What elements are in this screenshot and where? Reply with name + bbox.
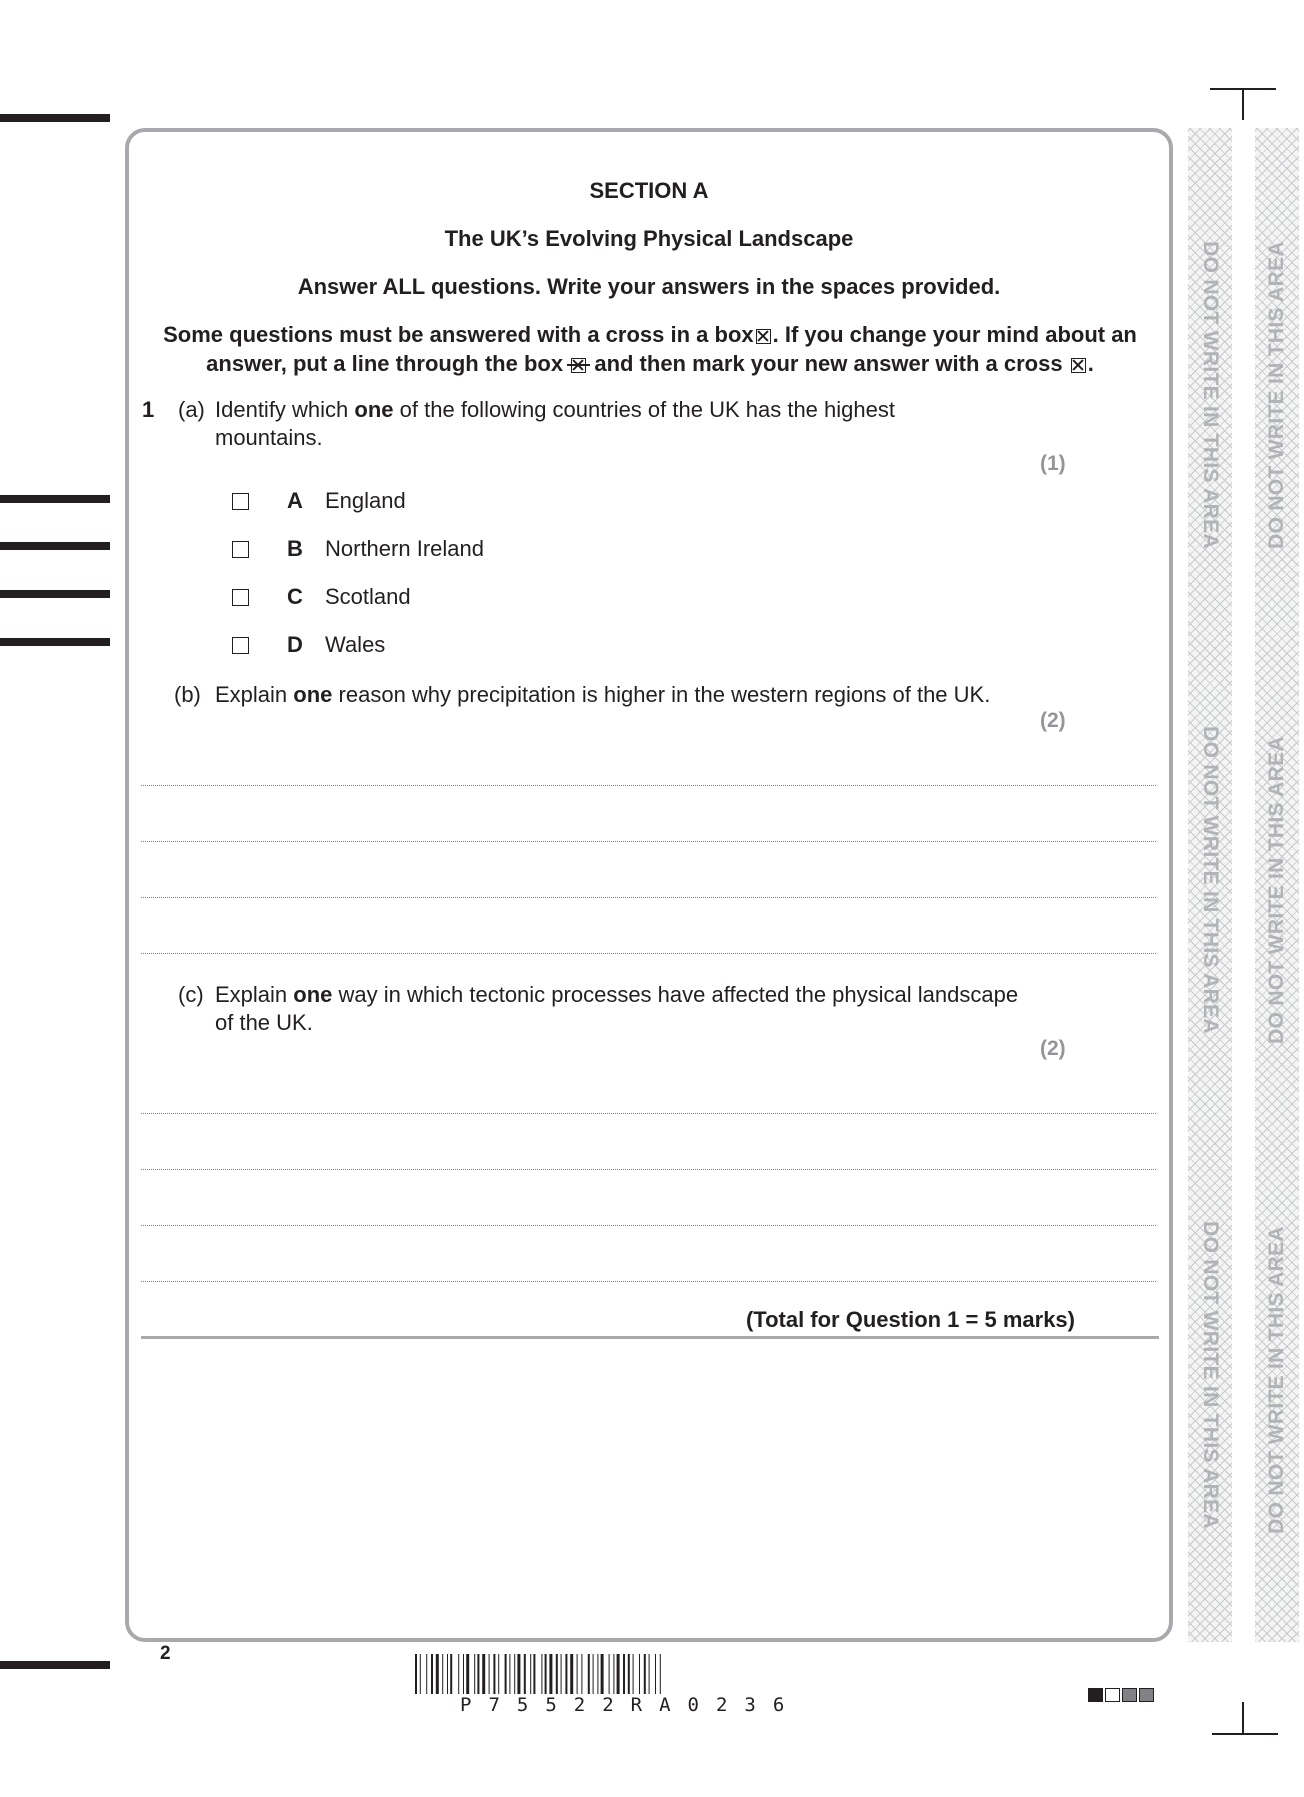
option-d-label: Wales	[325, 632, 386, 657]
edge-mark	[0, 542, 110, 550]
part-a-question	[215, 396, 995, 452]
part-b-text: Explain	[215, 682, 288, 707]
part-c-label: (c)	[178, 982, 204, 1007]
option-d[interactable]	[232, 631, 386, 659]
cross-instruction	[150, 320, 1150, 378]
part-b-marks: (2)	[1040, 709, 1066, 732]
option-a-letter: A	[287, 488, 303, 513]
page-number: 2	[160, 1643, 171, 1664]
edge-mark	[0, 638, 110, 646]
answer-line[interactable]	[141, 841, 1156, 842]
answer-line[interactable]	[141, 1281, 1156, 1282]
option-d-checkbox[interactable]	[232, 637, 249, 654]
part-a-text: of the following countries of the UK has the highest	[399, 397, 895, 422]
part-b-text: reason why precipitation is higher in the western regions of the UK.	[338, 682, 991, 707]
part-c-text: way in which tectonic processes have affected the physical landscape	[338, 982, 1019, 1007]
cross-instruction-text: .	[1087, 351, 1094, 376]
answer-line[interactable]	[141, 897, 1156, 898]
barcode-text: P75522RA0236	[460, 1694, 802, 1716]
barcode	[415, 1654, 880, 1694]
edge-mark	[0, 495, 110, 503]
option-b-letter: B	[287, 536, 303, 561]
part-a-label: (a)	[178, 397, 205, 422]
option-c-label: Scotland	[325, 584, 411, 609]
cross-instruction-text: and then mark your new answer with a cross	[594, 351, 1063, 376]
part-c-marks: (2)	[1040, 1037, 1066, 1060]
answer-line[interactable]	[141, 785, 1156, 786]
option-b-label: Northern Ireland	[325, 536, 484, 561]
option-b-checkbox[interactable]	[232, 541, 249, 558]
part-b-emphasis: one	[293, 682, 333, 707]
margin-warning: DO NOT WRITE IN THIS AREA	[1265, 241, 1288, 549]
option-d-letter: D	[287, 632, 303, 657]
crop-mark-top-vertical	[1242, 88, 1244, 120]
struck-box-icon	[571, 358, 586, 373]
crop-mark-bottom-horizontal	[1212, 1733, 1278, 1735]
part-b-label: (b)	[174, 682, 201, 707]
answer-line[interactable]	[141, 1225, 1156, 1226]
part-c-emphasis: one	[293, 982, 333, 1007]
section-heading: SECTION A	[589, 178, 709, 203]
margin-warning: DO NOT WRITE IN THIS AREA	[1199, 726, 1222, 1034]
option-a[interactable]	[232, 487, 406, 515]
cross-instruction-text: . If you change your mind about an	[772, 322, 1137, 347]
part-a-text: Identify which	[215, 397, 349, 422]
part-a-text: mountains.	[215, 425, 323, 450]
part-a-emphasis: one	[354, 397, 394, 422]
answer-line[interactable]	[141, 1113, 1156, 1114]
answer-instruction: Answer ALL questions. Write your answers in the spaces provided.	[297, 274, 1001, 299]
crossed-box-icon	[1071, 358, 1086, 373]
cross-instruction-text: answer, put a line through the box	[206, 351, 564, 376]
part-c-question	[215, 981, 1035, 1037]
option-a-checkbox[interactable]	[232, 493, 249, 510]
crop-mark-bottom-vertical	[1242, 1702, 1244, 1734]
margin-warning: DO NOT WRITE IN THIS AREA	[1199, 1221, 1222, 1529]
edge-mark	[0, 590, 110, 598]
option-a-label: England	[325, 488, 406, 513]
question-number: 1	[142, 397, 155, 422]
option-c-letter: C	[287, 584, 303, 609]
question-end-rule	[141, 1336, 1159, 1339]
margin-warning: DO NOT WRITE IN THIS AREA	[1199, 241, 1222, 549]
part-c-text: of the UK.	[215, 1010, 313, 1035]
margin-warning: DO NOT WRITE IN THIS AREA	[1265, 1226, 1288, 1534]
answer-line[interactable]	[141, 953, 1156, 954]
option-c[interactable]	[232, 583, 411, 611]
question-total: (Total for Question 1 = 5 marks)	[745, 1307, 1075, 1332]
part-c-text: Explain	[215, 982, 288, 1007]
margin-warning: DO NOT WRITE IN THIS AREA	[1265, 736, 1288, 1044]
option-b[interactable]	[232, 535, 484, 563]
section-title: The UK’s Evolving Physical Landscape	[444, 226, 854, 251]
answer-line[interactable]	[141, 1169, 1156, 1170]
edge-mark	[0, 1661, 110, 1669]
cross-instruction-text: Some questions must be answered with a cross in a box	[163, 322, 754, 347]
part-a-marks: (1)	[1040, 452, 1066, 475]
part-b-question	[215, 681, 1035, 709]
crossed-box-icon	[756, 329, 771, 344]
page-indicator-blocks	[1088, 1688, 1154, 1702]
edge-mark	[0, 114, 110, 122]
option-c-checkbox[interactable]	[232, 589, 249, 606]
